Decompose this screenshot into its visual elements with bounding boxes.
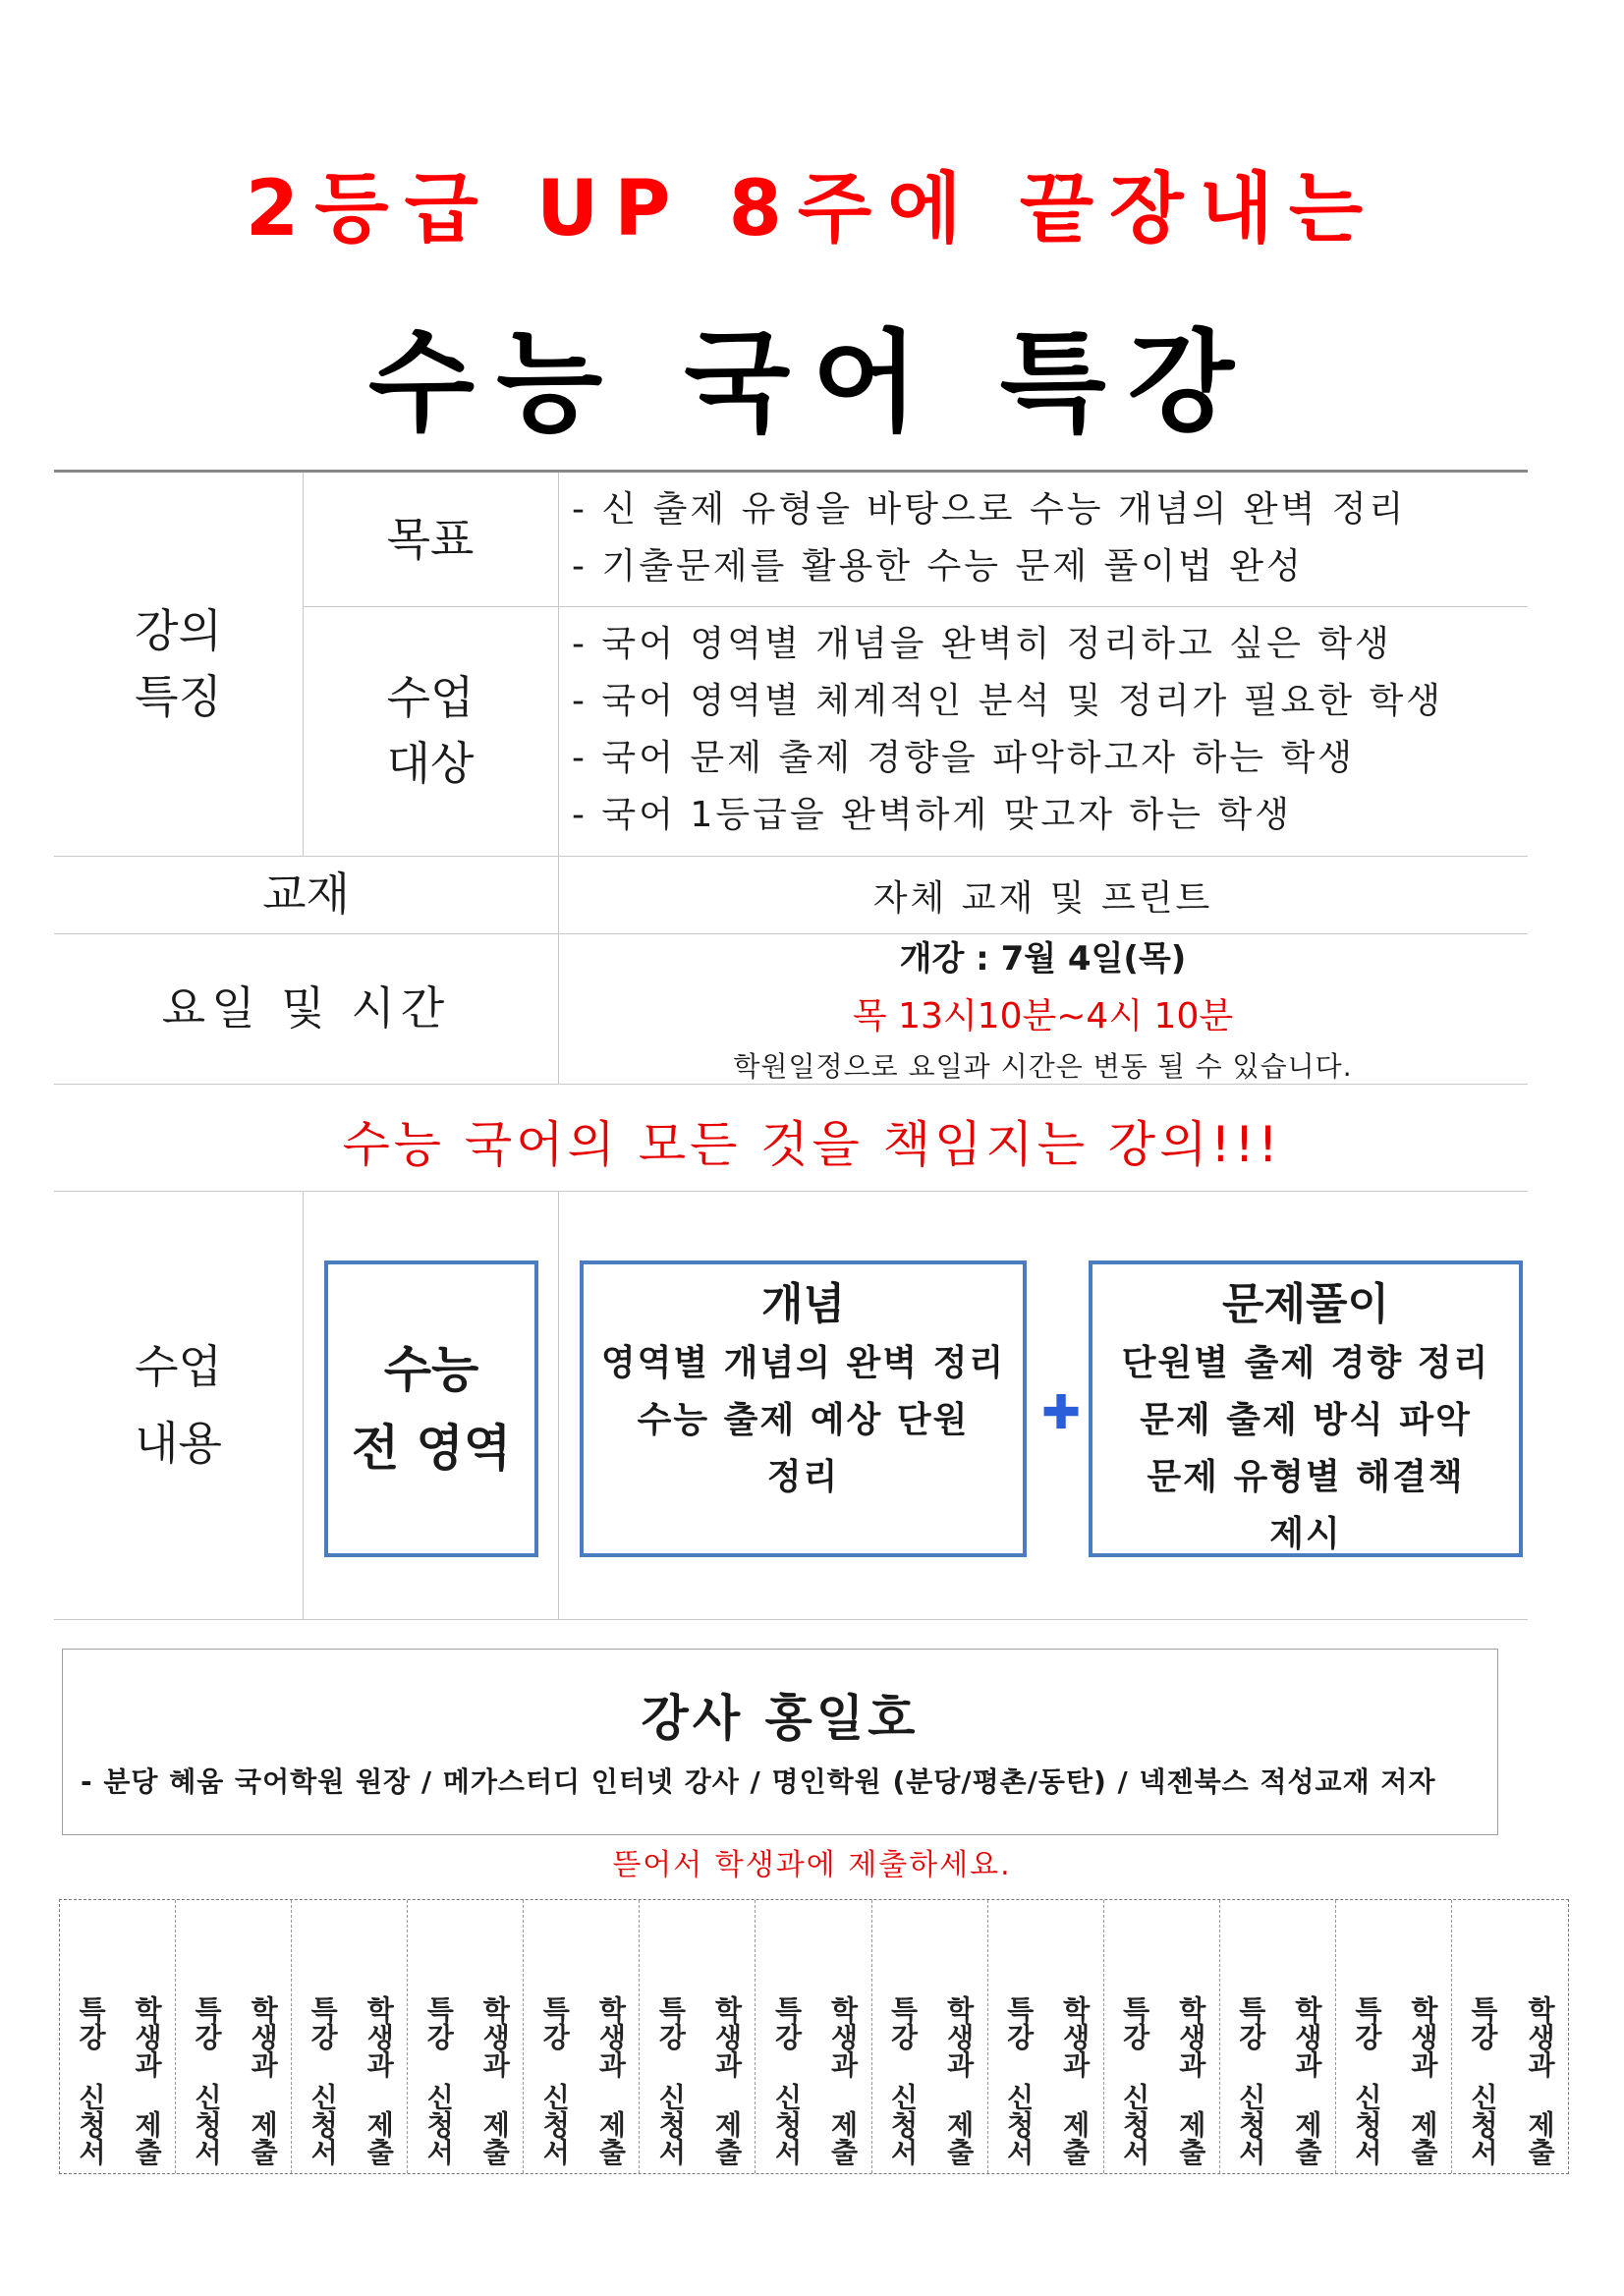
content-label (54, 1191, 303, 1619)
content-label-line: 내용 (135, 1417, 222, 1470)
list-item: 수능 출제 예상 단원 (637, 1400, 970, 1440)
coupon-right-text: 학생과 제출 (710, 1995, 744, 2165)
schedule-open: 개강 : 7월 4일(목) (899, 939, 1187, 979)
scope-box (324, 1260, 538, 1557)
cut-note: 뜯어서 학생과에 제출하세요. (612, 1848, 1012, 1882)
list-item: - 국어 문제 출제 경향을 파악하고자 하는 학생 (572, 738, 1356, 778)
coupon-right-text: 학생과 제출 (363, 1995, 396, 2165)
problem-title: 문제풀이 (1221, 1279, 1389, 1329)
schedule-time: 목 13시10분~4시 10분 (852, 996, 1234, 1036)
goal-label-text: 목표 (386, 512, 475, 566)
tear-off-coupon[interactable] (1336, 1900, 1452, 2173)
teacher-box (62, 1649, 1498, 1835)
target-label (303, 606, 558, 856)
concept-title: 개념 (760, 1279, 845, 1329)
coupon-right-text: 학생과 제출 (1406, 1995, 1439, 2165)
textbook-label-text: 교재 (262, 868, 350, 922)
coupon-left-text: 특강 신청서 (1466, 1995, 1499, 2165)
tear-off-coupon[interactable] (1452, 1900, 1568, 2173)
title-line-2: 수능 국어 특강 (367, 319, 1257, 447)
list-item: - 기출문제를 활용한 수능 문제 풀이법 완성 (572, 546, 1304, 587)
list-item: - 국어 1등급을 완벽하게 맞고자 하는 학생 (572, 795, 1292, 835)
schedule-note: 학원일정으로 요일과 시간은 변동 될 수 있습니다. (733, 1050, 1353, 1083)
teacher-desc: - 분당 혜움 국어학원 원장 / 메가스터디 인터넷 강사 / 명인학원 (분당/평촌/동탄) / 넥젠북스 적성교재 저자 (81, 1765, 1436, 1798)
coupon-right-text: 학생과 제출 (594, 1995, 628, 2165)
list-item: 정리 (766, 1457, 840, 1497)
concept-box (580, 1260, 1027, 1557)
divider (54, 1619, 1528, 1620)
tear-off-coupon[interactable] (988, 1900, 1104, 2173)
tear-off-coupon[interactable] (60, 1900, 176, 2173)
divider (558, 1191, 559, 1619)
goal-list (572, 481, 1406, 595)
coupon-right-text: 학생과 제출 (942, 1995, 976, 2165)
scope-line: 수능 (383, 1341, 479, 1398)
teacher-name: 강사 홍일호 (641, 1690, 920, 1747)
features-label-line: 강의 (135, 604, 222, 658)
tear-off-coupon[interactable] (640, 1900, 756, 2173)
plus-icon: ✚ (1041, 1385, 1082, 1440)
target-label-line: 수업 (386, 671, 475, 725)
coupon-right-text: 학생과 제출 (1524, 1995, 1557, 2165)
tear-off-strip (59, 1899, 1569, 2174)
list-item: 문제 출제 방식 파악 (1140, 1400, 1472, 1440)
features-label (54, 473, 303, 856)
tear-off-coupon[interactable] (756, 1900, 871, 2173)
coupon-left-text: 특강 신청서 (538, 1995, 572, 2165)
coupon-left-text: 특강 신청서 (1350, 1995, 1383, 2165)
list-item: 영역별 개념의 완벽 정리 (600, 1343, 1006, 1383)
coupon-left-text: 특강 신청서 (1002, 1995, 1036, 2165)
tear-off-coupon[interactable] (176, 1900, 292, 2173)
list-item: 제시 (1269, 1514, 1342, 1554)
coupon-right-text: 학생과 제출 (1290, 1995, 1323, 2165)
coupon-right-text: 학생과 제출 (1174, 1995, 1207, 2165)
features-label-line: 특징 (135, 670, 222, 723)
divider (303, 1191, 304, 1619)
coupon-right-text: 학생과 제출 (1058, 1995, 1092, 2165)
coupon-left-text: 특강 신청서 (422, 1995, 456, 2165)
problem-box (1089, 1260, 1523, 1557)
coupon-left-text: 특강 신청서 (1234, 1995, 1267, 2165)
tear-off-coupon[interactable] (408, 1900, 524, 2173)
schedule-label (54, 933, 558, 1084)
goal-label (303, 473, 558, 606)
scope-line: 전 영역 (351, 1420, 512, 1477)
slogan: 수능 국어의 모든 것을 책임지는 강의!!! (342, 1116, 1282, 1173)
coupon-right-text: 학생과 제출 (131, 1995, 164, 2165)
textbook-value: 자체 교재 및 프린트 (872, 878, 1213, 919)
schedule-label-text: 요일 및 시간 (161, 981, 451, 1036)
list-item: 문제 유형별 해결책 (1147, 1457, 1465, 1497)
list-item: 단원별 출제 경향 정리 (1121, 1343, 1490, 1383)
tear-off-coupon[interactable] (872, 1900, 988, 2173)
content-label-line: 수업 (135, 1339, 222, 1393)
tear-off-coupon[interactable] (524, 1900, 640, 2173)
coupon-left-text: 특강 신청서 (654, 1995, 688, 2165)
coupon-left-text: 특강 신청서 (75, 1995, 107, 2165)
coupon-right-text: 학생과 제출 (826, 1995, 860, 2165)
coupon-left-text: 특강 신청서 (1118, 1995, 1151, 2165)
target-label-line: 대상 (386, 737, 475, 790)
tear-off-coupon[interactable] (1220, 1900, 1336, 2173)
coupon-right-text: 학생과 제출 (247, 1995, 280, 2165)
list-item: - 국어 영역별 개념을 완벽히 정리하고 싶은 학생 (572, 624, 1392, 664)
tear-off-coupon[interactable] (292, 1900, 408, 2173)
coupon-left-text: 특강 신청서 (307, 1995, 340, 2165)
tear-off-coupon[interactable] (1104, 1900, 1220, 2173)
coupon-right-text: 학생과 제출 (478, 1995, 512, 2165)
list-item: - 신 출제 유형을 바탕으로 수능 개념의 완벽 정리 (572, 489, 1407, 530)
list-item: - 국어 영역별 체계적인 분석 및 정리가 필요한 학생 (572, 681, 1444, 721)
textbook-label (54, 856, 558, 933)
coupon-left-text: 특강 신청서 (191, 1995, 224, 2165)
target-list (572, 616, 1443, 844)
title-line-1: 2등급 UP 8주에 끝장내는 (245, 165, 1379, 253)
coupon-left-text: 특강 신청서 (770, 1995, 804, 2165)
coupon-left-text: 특강 신청서 (886, 1995, 920, 2165)
